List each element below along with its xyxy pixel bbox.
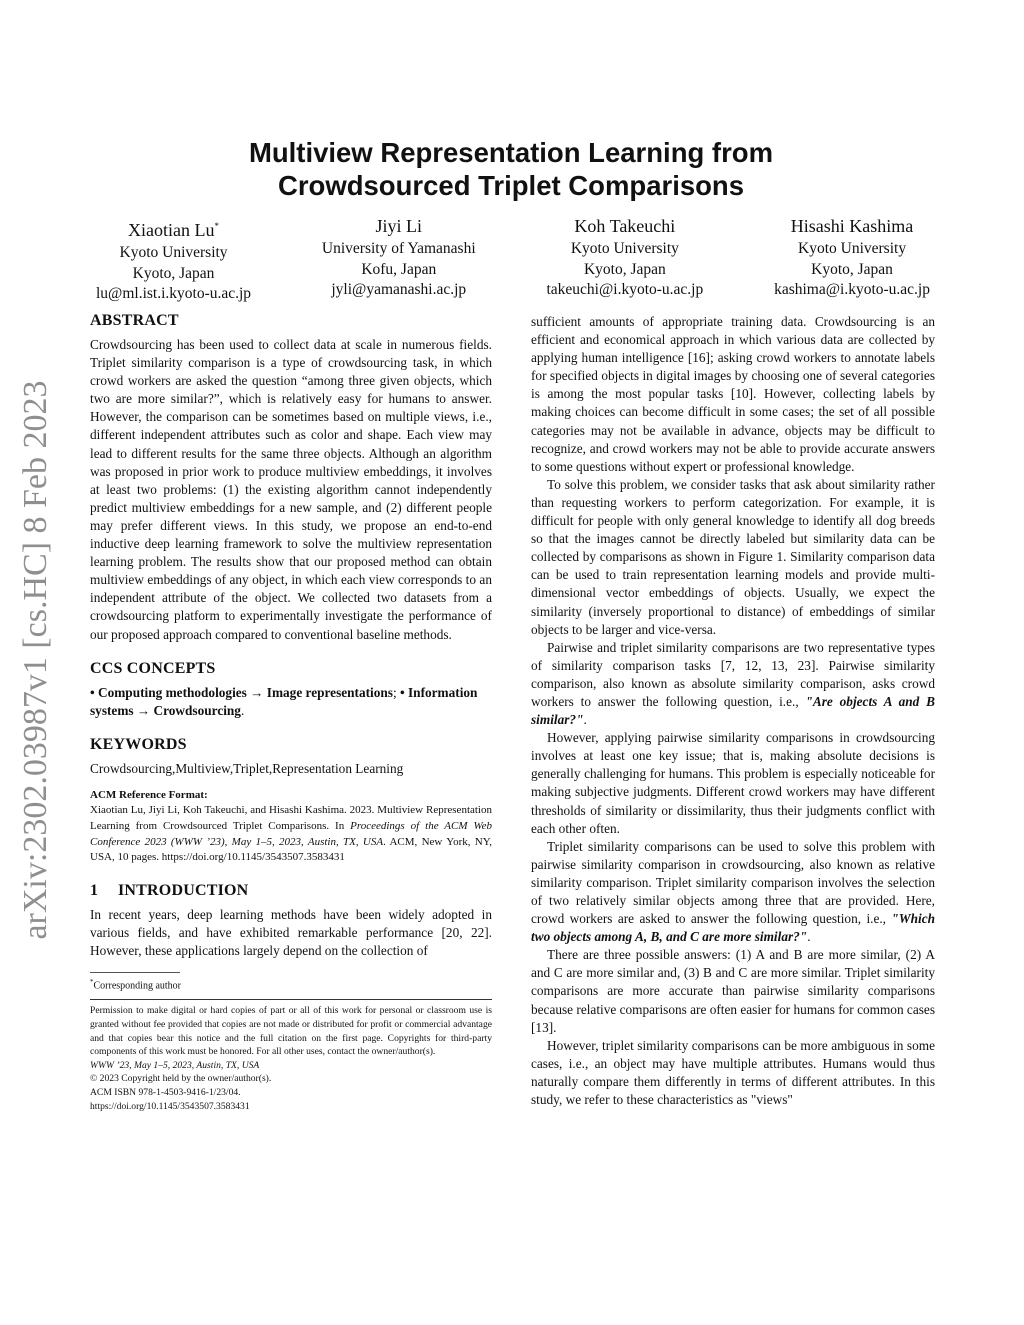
intro-heading [90, 880, 492, 902]
body-paragraph-3 [531, 639, 935, 729]
author-block [96, 215, 930, 305]
permission-text: Permission to make digital or hard copies of part or all of this work for personal or classroom use is granted without fee provided that copies are not made or distributed for profit or commercial advantage and that copies bear this notice and the full citation on the first page. Copyrights for third-party components of this work must be honored. For all other uses, contact the owner/author(s). [90, 1005, 492, 1058]
abstract-heading: ABSTRACT [90, 312, 179, 329]
acm-ref-venue: Proceedings of the ACM Web Conference 2023 (WWW ’23), May 1–5, 2023, Austin, TX, USA [90, 820, 492, 848]
author-email[interactable]: jyli@yamanashi.ac.jp [331, 281, 467, 298]
author-mark: * [214, 221, 220, 231]
permission-doi[interactable]: https://doi.org/10.1145/3543507.3583431 [90, 1100, 250, 1112]
title-line-2: Crowdsourced Triplet Comparisons [277, 170, 745, 201]
author-affiliation: Kyoto University [570, 240, 679, 257]
pairwise-question: "Are objects A and B similar?" [531, 693, 935, 728]
author-name: Hisashi Kashima [790, 216, 914, 236]
author-location: Kofu, Japan [361, 260, 437, 278]
body-paragraph-2: To solve this problem, we consider tasks that ask about similarity rather than requesting workers to perform categorization. For example, it is difficult for people with only general knowledge to identify all dog breeds so that the images cannot be directly labeled but similarity data can be collected by comparisons as shown in Figure 1. Similarity comparison data can be used to train representation learning models and provide multi-dimensional vector embeddings of objects. Usually, we expect the similarity (inversely proportional to distance) of embeddings of similar objects to be larger and vice-versa. [531, 476, 935, 637]
right-column [531, 313, 935, 1109]
author-location: Kyoto, Japan [811, 260, 893, 278]
paragraph-end: . [807, 929, 811, 945]
author-2 [322, 215, 476, 305]
author-name: Xiaotian Lu [128, 220, 215, 240]
body-paragraph-4: However, applying pairwise similarity comparisons in crowdsourcing involves at least one key issue; that is, making absolute decisions is generally challenging for humans. This problem is especially noticeable for making subjective judgments. Different crowd workers may have different thresholds of similarity or dissimilarity, thus their judgments conflict with each other often. [531, 730, 935, 836]
author-location: Kyoto, Japan [132, 264, 215, 282]
ccs-separator: ; [392, 684, 401, 700]
ccs-item-1: • Computing methodologies → Image representations [90, 684, 393, 700]
acm-ref-label: ACM Reference Format: [90, 788, 208, 801]
paper-title [100, 136, 922, 202]
ccs-heading: CCS CONCEPTS [90, 659, 216, 677]
permission-rule [90, 999, 492, 1000]
body-paragraph-6: There are three possible answers: (1) A and B are more similar, (2) A and C are more similar and, (3) B and C are more similar. Triplet similarity comparisons are more accurate than pairwise similarity comparisons because relative comparisons are often easier for humans for common cases [13]. [531, 947, 935, 1035]
abstract-text: Crowdsourcing has been used to collect data at scale in numerous fields. Triplet similarity comparison is a type of crowdsourcing task, in which crowd workers are asked the question “among three given objects, which two are more similar?”, which is relatively easy for humans to answer. However, the comparison can be sometimes based on multiple views, i.e., different independent attributes such as color and shape. Each view may lead to different results for the same three objects. Although an algorithm was proposed in prior work to produce multiview embeddings, it involves at least two problems: (1) the existing algorithm cannot independently predict multiview embeddings for a new sample, and (2) different people may prefer different views. In this study, we propose an end-to-end inductive deep learning framework to solve the multiview representation learning problem. The results show that our proposed method can obtain multiview embeddings of any object, in which each view corresponds to an independent attribute of the object. We collected two datasets from a crowdsourcing platform to experimentally investigate the performance of our proposed approach compared to conventional baseline methods. [90, 337, 492, 642]
triplet-question: "Which two objects among A, B, and C are more similar?" [531, 911, 935, 945]
footnote-text: Corresponding author [93, 980, 181, 992]
author-location: Kyoto, Japan [583, 260, 666, 278]
acm-ref-doi[interactable]: . ACM, New York, NY, USA, 10 pages. https://doi.org/10.1145/3543507.3583431 [90, 835, 492, 864]
author-4 [774, 215, 930, 305]
intro-paragraph-1: In recent years, deep learning methods have been widely adopted in various fields, and have exhibited remarkable performance [20, 22]. However, these applications largely depend on the collection of [90, 906, 492, 959]
author-affiliation: Kyoto University [119, 244, 228, 261]
body-paragraph-7: However, triplet similarity comparisons can be more ambiguous in some cases, i.e., an object may have multiple attributes. Humans would thus naturally compare them differently in terms of different attributes. In this study, we refer to these characteristics as "views" [531, 1037, 935, 1108]
permission-isbn: ACM ISBN 978-1-4503-9416-1/23/04. [90, 1087, 241, 1099]
author-3 [546, 215, 703, 305]
author-affiliation: University of Yamanashi [321, 240, 476, 257]
footnote-rule [90, 972, 180, 973]
body-paragraph-5 [531, 838, 935, 947]
section-title: INTRODUCTION [118, 881, 249, 899]
left-column [90, 310, 492, 1113]
author-name: Jiyi Li [375, 216, 423, 236]
author-email[interactable]: takeuchi@i.kyoto-u.ac.jp [546, 281, 704, 298]
acm-ref-authors: Xiaotian Lu, Jiyi Li, Koh Takeuchi, and Hisashi Kashima. 2023. Multiview Representation Learning from Crowdsourced Triplet Comparisons. In [90, 804, 492, 833]
permission-copyright: © 2023 Copyright held by the owner/author(s). [90, 1073, 272, 1085]
arxiv-stamp [8, 362, 64, 958]
author-1 [96, 215, 251, 305]
author-name: Koh Takeuchi [574, 216, 676, 236]
arxiv-stamp-text: arXiv:2302.03987v1 [cs.HC] 8 Feb 2023 [17, 380, 54, 940]
permission-block [90, 1004, 492, 1113]
section-number: 1 [90, 881, 99, 899]
paragraph-text: Pairwise and triplet similarity comparisons are two representative types of similarity comparison tasks [7, 12, 13, 23]. Pairwise similarity comparison, also known as absolute similarity comparison, asks crowd workers to answer the following question, i.e., [531, 639, 935, 709]
acm-ref-text [90, 803, 492, 865]
footnote [90, 976, 492, 992]
keywords-heading: KEYWORDS [90, 735, 187, 753]
author-email[interactable]: kashima@i.kyoto-u.ac.jp [774, 281, 930, 298]
keywords-text: Crowdsourcing,Multiview,Triplet,Representation Learning [90, 760, 404, 776]
ccs-end: . [240, 702, 245, 718]
title-line-1: Multiview Representation Learning from [248, 137, 774, 168]
paragraph-text: Triplet similarity comparisons can be used to solve this problem with pairwise similarity comparison in crowdsourcing, also known as relative similarity comparison. Triplet similarity comparison involves the selection of two relatively similar objects among three that are provided. Here, crowd workers are asked to answer the following question, i.e., [531, 838, 935, 927]
ccs-concepts [90, 684, 492, 720]
ccs-item-2: • Information systems → Crowdsourcing [90, 684, 478, 718]
author-affiliation: Kyoto University [798, 240, 907, 257]
footnote-mark: * [90, 978, 94, 987]
permission-venue: WWW ’23, May 1–5, 2023, Austin, TX, USA [90, 1059, 260, 1071]
author-email[interactable]: lu@ml.ist.i.kyoto-u.ac.jp [96, 285, 252, 302]
paragraph-end: . [583, 712, 587, 728]
body-paragraph-1: sufficient amounts of appropriate training data. Crowdsourcing is an efficient and economical approach in which various data are collected by applying human intelligence [16]; asking crowd workers to annotate labels for specified objects in digital images by choosing one of several categories is among the most popular tasks [10]. However, collecting labels by making choices can become difficult in some cases; the set of all possible categories may not be available in advance, objects may be difficult to recognize, and crowd workers may not be able to provide accurate answers to some questions without expert or professional knowledge. [531, 314, 935, 474]
